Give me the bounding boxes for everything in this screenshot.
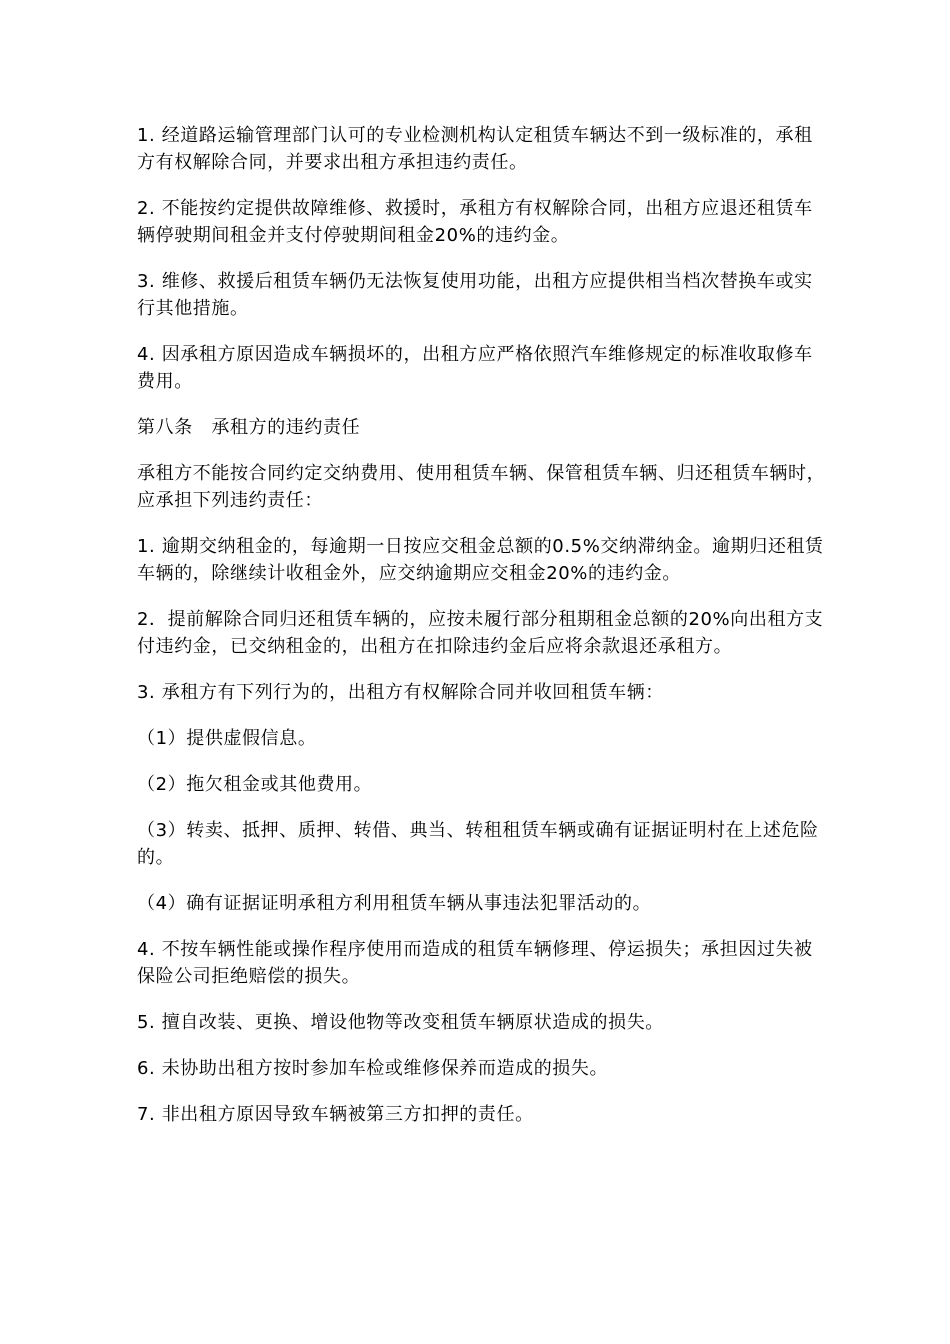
paragraph-subitem-4: （4）确有证据证明承租方利用租赁车辆从事违法犯罪活动的。	[137, 893, 652, 914]
paragraph-clause-3: 3. 维修、救援后租赁车辆仍无法恢复使用功能，出租方应提供相当档次替换车或实行其他措施。	[137, 271, 813, 319]
paragraph-clause-4: 4. 因承租方原因造成车辆损坏的，出租方应严格依照汽车维修规定的标准收取修车费用。	[137, 344, 813, 392]
paragraph-clause-2: 2. 不能按约定提供故障维修、救援时，承租方有权解除合同，出租方应退还租赁车辆停驶期间租金并支付停驶期间租金20%的违约金。	[137, 198, 813, 246]
paragraph-item-7: 7. 非出租方原因导致车辆被第三方扣押的责任。	[137, 1104, 534, 1125]
paragraph-item-1: 1. 逾期交纳租金的，每逾期一日按应交租金总额的0.5%交纳滞纳金。逾期归还租赁车辆的，除继续计收租金外，应交纳逾期应交租金20%的违约金。	[137, 536, 824, 584]
paragraph-clause-1: 1. 经道路运输管理部门认可的专业检测机构认定租赁车辆达不到一级标准的，承租方有权解除合同，并要求出租方承担违约责任。	[137, 125, 813, 173]
paragraph-item-3: 3. 承租方有下列行为的，出租方有权解除合同并收回租赁车辆：	[137, 682, 664, 703]
paragraph-subitem-3: （3）转卖、抵押、质押、转借、典当、转租租赁车辆或确有证据证明村在上述危险的。	[137, 820, 819, 868]
paragraph-subitem-1: （1）提供虚假信息。	[137, 728, 317, 749]
paragraph-intro: 承租方不能按合同约定交纳费用、使用租赁车辆、保管租赁车辆、归还租赁车辆时，应承担下列违约责任：	[137, 463, 826, 511]
paragraph-item-2: 2．提前解除合同归还租赁车辆的，应按未履行部分租期租金总额的20%向出租方支付违约金，已交纳租金的，出租方在扣除违约金后应将余款退还承租方。	[137, 609, 824, 657]
paragraph-subitem-2: （2）拖欠租金或其他费用。	[137, 774, 373, 795]
document-body	[137, 122, 827, 1147]
paragraph-item-5: 5. 擅自改装、更换、增设他物等改变租赁车辆原状造成的损失。	[137, 1012, 664, 1033]
paragraph-item-6: 6. 未协助出租方按时参加车检或维修保养而造成的损失。	[137, 1058, 609, 1079]
section-heading-article-8: 第八条 承租方的违约责任	[137, 417, 361, 438]
paragraph-item-4: 4. 不按车辆性能或操作程序使用而造成的租赁车辆修理、停运损失；承担因过失被保险公司拒绝赔偿的损失。	[137, 939, 813, 987]
